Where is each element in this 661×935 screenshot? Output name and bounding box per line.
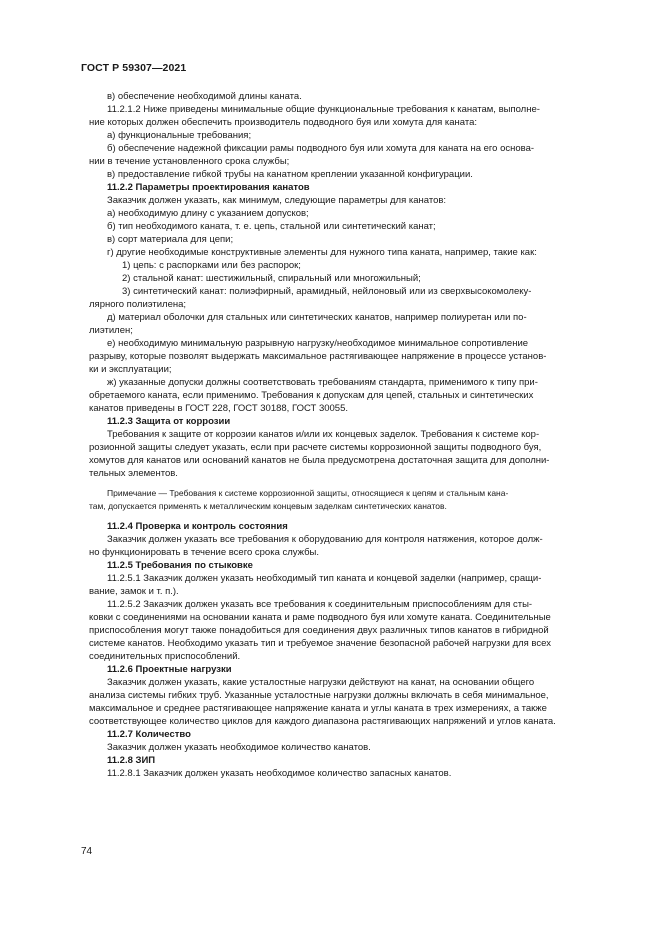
- text-line: 1) цепь: с распорками или без распорок;: [122, 260, 301, 271]
- text-line: Заказчик должен указать необходимое количество канатов.: [107, 742, 371, 753]
- text-line: ки и эксплуатации;: [89, 364, 172, 375]
- text-line: лярного полиэтилена;: [89, 299, 187, 310]
- text-line: анализа системы гибких труб. Указанные усталостные нагрузки должны включать в себя минимальное,: [89, 690, 549, 701]
- text-line: б) обеспечение надежной фиксации рамы подводного буя или хомута для каната на его основа-: [107, 143, 535, 154]
- text-line: 11.2.1.2 Ниже приведены минимальные общие функциональные требования к канатам, выполне-: [107, 104, 540, 115]
- note-line: там, допускается применять к металлическим концевым заделкам синтетических канатов.: [89, 501, 447, 511]
- text-line: ковки с соединениями на основании каната и раме подводного буя или хомуте каната. Соединительные: [89, 612, 551, 623]
- section-heading: 11.2.4 Проверка и контроль состояния: [107, 521, 288, 532]
- text-line: 11.2.8.1 Заказчик должен указать необходимое количество запасных канатов.: [107, 768, 452, 779]
- text-line: б) тип необходимого каната, т. е. цепь, стальной или синтетический канат;: [107, 221, 436, 232]
- text-line: ние которых должен обеспечить производитель подводного буя или хомута для каната:: [89, 117, 478, 128]
- text-line: Заказчик должен указать все требования к оборудованию для контроля натяжения, которое долж-: [107, 534, 543, 545]
- text-line: хомутов для канатов или оснований канатов не была предусмотрена достаточная защита для дополни-: [89, 455, 550, 466]
- text-line: розионной защиты следует указать, если при расчете системы коррозионной защиты подводного буя,: [89, 442, 542, 453]
- text-line: 11.2.5.2 Заказчик должен указать все требования к соединительным приспособлениям для сты-: [107, 599, 533, 610]
- section-heading: 11.2.5 Требования по стыковке: [107, 560, 253, 571]
- section-heading: 11.2.3 Защита от коррозии: [107, 416, 231, 427]
- section-heading: 11.2.6 Проектные нагрузки: [107, 664, 232, 675]
- text-line: лиэтилен;: [89, 325, 133, 336]
- document-header: ГОСТ Р 59307—2021: [81, 62, 187, 74]
- text-line: г) другие необходимые конструктивные элементы для нужного типа каната, например, такие как:: [107, 247, 537, 258]
- spacer: [89, 480, 610, 487]
- text-line: а) функциональные требования;: [107, 130, 252, 141]
- section-heading: 11.2.7 Количество: [107, 729, 191, 740]
- text-line: д) материал оболочки для стальных или синтетических канатов, например полиуретан или по-: [107, 312, 527, 323]
- text-line: 2) стальной канат: шестижильный, спиральный или многожильный;: [122, 273, 421, 284]
- text-line: Требования к защите от коррозии канатов и/или их концевых заделок. Требования к системе кор-: [107, 429, 540, 440]
- text-line: максимальное и среднее растягивающее напряжение каната и углы каната в трех измерениях, а также: [89, 703, 547, 714]
- text-line: обретаемого каната, если применимо. Требования к допускам для цепей, стальных и синтетических: [89, 390, 534, 401]
- text-line: 3) синтетический канат: полиэфирный, арамидный, нейлоновый или из сверхвысокомолеку-: [122, 286, 532, 297]
- text-line: тельных элементов.: [89, 468, 178, 479]
- text-line: соединительных приспособлений.: [89, 651, 241, 662]
- section-heading: 11.2.8 ЗИП: [107, 755, 156, 766]
- text-line: в) сорт материала для цепи;: [107, 234, 234, 245]
- text-line: е) необходимую минимальную разрывную нагрузку/необходимое минимальное сопротивление: [107, 338, 529, 349]
- text-line: нии в течение установленного срока службы;: [89, 156, 290, 167]
- text-line: но функционировать в течение всего срока службы.: [89, 547, 320, 558]
- text-line: Заказчик должен указать, какие усталостные нагрузки действуют на канат, на основании общего: [107, 677, 535, 688]
- note-line: Примечание — Требования к системе коррозионной защиты, относящиеся к цепям и стальным кана-: [107, 488, 509, 498]
- text-line: приспособления могут также понадобиться для соединения двух различных типов канатов в гибридной: [89, 625, 549, 636]
- text-line: системе канатов. Необходимо указать тип и требуемое значение безопасной рабочей нагрузки для всех: [89, 638, 551, 649]
- section-heading: 11.2.2 Параметры проектирования канатов: [107, 182, 310, 193]
- text-line: Заказчик должен указать, как минимум, следующие параметры для канатов:: [107, 195, 447, 206]
- text-line: разрыву, которые позволят выдержать максимальное растягивающее напряжение в процессе установ-: [89, 351, 547, 362]
- text-line: канатов приведены в ГОСТ 228, ГОСТ 30188, ГОСТ 30055.: [89, 403, 349, 414]
- text-line: ж) указанные допуски должны соответствовать требованиям стандарта, применимого к типу при-: [107, 377, 538, 388]
- page-number: 74: [81, 846, 93, 857]
- text-line: 11.2.5.1 Заказчик должен указать необходимый тип каната и концевой заделки (например, сращи-: [107, 573, 542, 584]
- text-line: вание, замок и т. п.).: [89, 586, 179, 597]
- document-body: [89, 90, 610, 780]
- text-line: а) необходимую длину с указанием допусков;: [107, 208, 309, 219]
- text-line: в) предоставление гибкой трубы на канатном креплении указанной конфигурации.: [107, 169, 473, 180]
- text-line: в) обеспечение необходимой длины каната.: [107, 91, 302, 102]
- text-line: соответствующее количество циклов для каждого диапазона растягивающих напряжений и углов каната.: [89, 716, 556, 727]
- spacer: [89, 513, 610, 520]
